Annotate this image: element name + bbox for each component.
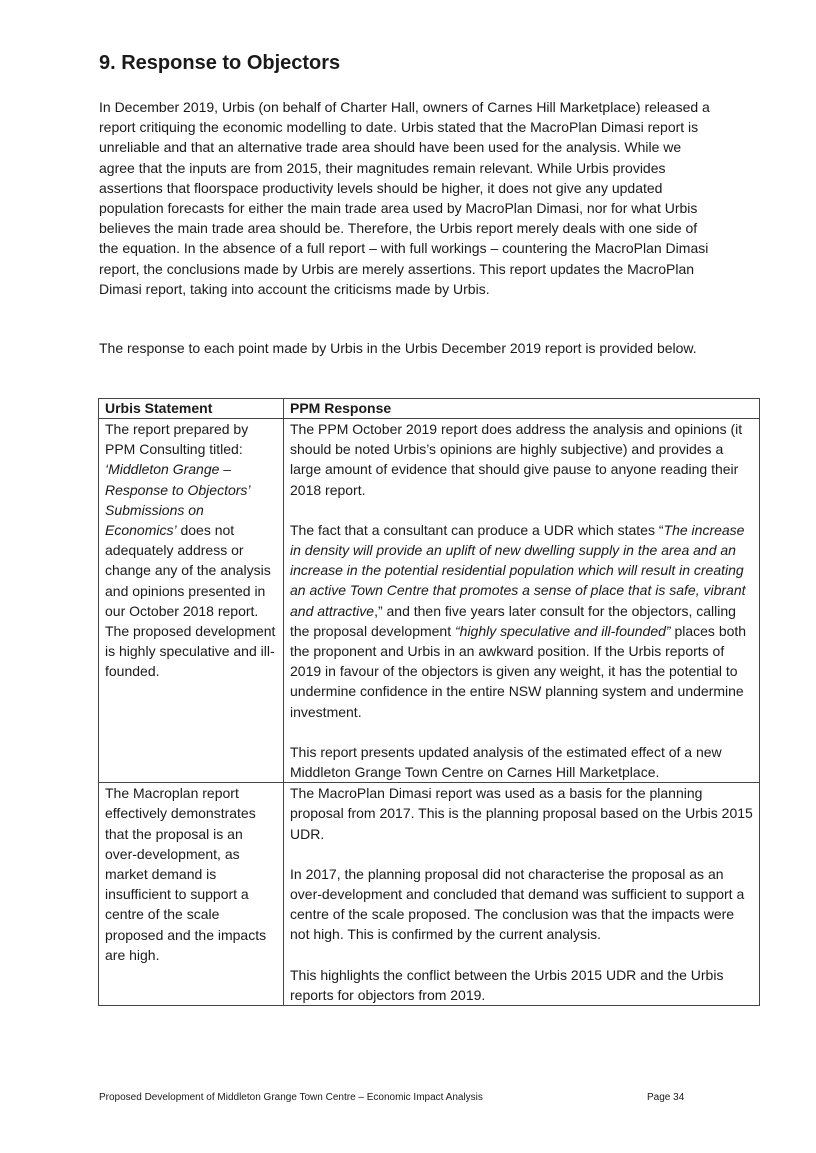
table-row: [99, 419, 760, 783]
section-heading: 9. Response to Objectors: [99, 52, 341, 74]
header-urbis-statement: Urbis Statement: [99, 399, 284, 419]
response-paragraph: [290, 520, 753, 722]
udr-quote: The increase in density will provide an uplift of new dwelling supply in the area and an increase in the potential residential population which will result in creating an active Town Centre that promotes a sense of place that is safe, vibrant and attractive: [290, 521, 746, 619]
response-paragraph: This report presents updated analysis of the estimated effect of a new Middleton Grange Town Centre on Carnes Hill Marketplace.: [290, 743, 722, 781]
response-text: ,” and then five years later consult for the objectors, calling the proposal development: [290, 602, 736, 639]
page-number: Page 34: [647, 1092, 685, 1103]
urbis-statement-cell: The Macroplan report effectively demonstrates that the proposal is an over-development, as market demand is insufficient to support a centre of the scale proposed and the impacts are high.: [99, 783, 284, 1006]
response-table: [98, 398, 760, 1006]
ppm-response-cell: [284, 783, 760, 1006]
response-intro-paragraph: The response to each point made by Urbis in the Urbis December 2019 report is provided below.: [99, 340, 697, 356]
table-header-row: [99, 399, 760, 419]
intro-paragraph: In December 2019, Urbis (on behalf of Charter Hall, owners of Carnes Hill Marketplace) released a report critiquing the economic modelling to date. Urbis stated that the MacroPlan Dimasi report is unreliable and that an alternative trade area should have been used for the analysis. While we agree that the inputs are from 2015, their magnitudes remain relevant. While Urbis provides assertions that floorspace productivity levels should be higher, it does not give any updated population forecasts for either the main trade area used by MacroPlan Dimasi, nor for what Urbis believes the main trade area should be. Therefore, the Urbis report merely deals with one side of the equation. In the absence of a full report – with full workings – countering the MacroPlan Dimasi report, the conclusions made by Urbis are merely assertions. This report updates the MacroPlan Dimasi report, taking into account the criticisms made by Urbis.: [99, 99, 710, 297]
urbis-statement-cell: [99, 419, 284, 783]
footer-title: Proposed Development of Middleton Grange Town Centre – Economic Impact Analysis: [99, 1092, 483, 1103]
response-text: places both the proponent and Urbis in an awkward position. If the Urbis reports of 2019 in favour of the objectors is given any weight, it has the potential to undermine confidence in the entire NSW planning system and undermine investment.: [290, 622, 747, 720]
statement-report-title: ‘Middleton Grange – Response to Objectors’ Submissions on Economics’: [105, 461, 250, 539]
response-paragraph: The PPM October 2019 report does address the analysis and opinions (it should be noted Urbis’s opinions are highly subjective) and provides a large amount of evidence that should give pause to anyone reading their 2018 report.: [290, 421, 743, 498]
response-paragraph: This highlights the conflict between the Urbis 2015 UDR and the Urbis reports for objectors from 2019.: [290, 966, 724, 1003]
header-ppm-response: PPM Response: [284, 399, 760, 419]
response-paragraph: In 2017, the planning proposal did not characterise the proposal as an over-development and concluded that demand was sufficient to support a centre of the scale proposed. The conclusion was that the impacts were not high. This is confirmed by the current analysis.: [290, 865, 745, 943]
table-row: [99, 783, 760, 1006]
statement-text: does not adequately address or change any of the analysis and opinions presented in our October 2018 report. The proposed development is highly speculative and ill-founded.: [105, 522, 276, 680]
statement-text: The report prepared by PPM Consulting titled:: [105, 421, 249, 458]
response-paragraph: The MacroPlan Dimasi report was used as a basis for the planning proposal from 2017. This is the planning proposal based on the Urbis 2015 UDR.: [290, 785, 753, 842]
response-text: The fact that a consultant can produce a UDR which states “: [290, 521, 664, 538]
ppm-response-cell: [284, 419, 760, 783]
objector-quote: “highly speculative and ill-founded”: [455, 622, 671, 639]
